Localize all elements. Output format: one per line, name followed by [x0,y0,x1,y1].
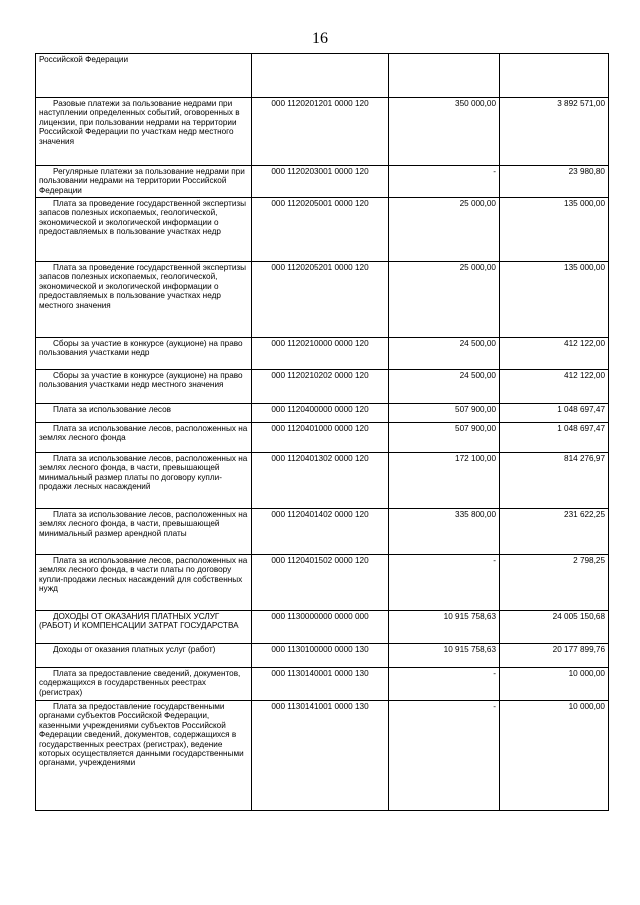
revenue-name: Плата за использование лесов, расположенных на землях лесного фонда, в части платы по договору купли-продажи лесных насаждений для собственных нужд [39,556,248,594]
revenue-name: Плата за проведение государственной экспертизы запасов полезных ископаемых, геологической, экономической и экологической информации о предоставляемых в пользование участках недр [39,199,247,237]
planned-amount-cell: - [389,668,500,701]
budget-code-cell: 000 1120401402 0000 120 [252,509,389,555]
executed-amount-cell: 814 276,97 [500,453,609,509]
planned-amount-cell: 25 000,00 [389,262,500,338]
planned-amount-cell: 507 900,00 [389,423,500,453]
planned-amount-cell: 25 000,00 [389,198,500,262]
table-row [36,701,609,811]
revenue-name: Плата за проведение государственной экспертизы запасов полезных ископаемых, геологической, экономической и экологической информации о предоставляемых в пользование участках недр местного значения [39,263,247,310]
planned-amount-cell: 10 915 758,63 [389,644,500,668]
revenue-name: Сборы за участие в конкурсе (аукционе) на право пользования участками недр [39,339,243,358]
budget-code-cell: 000 1120205001 0000 120 [252,198,389,262]
budget-code-cell: 000 1120401302 0000 120 [252,453,389,509]
planned-amount-cell: - [389,555,500,611]
executed-amount-cell: 10 000,00 [500,668,609,701]
revenue-name: Плата за предоставление сведений, документов, содержащихся в государственных реестрах (регистрах) [39,669,241,697]
planned-amount-cell: 24 500,00 [389,370,500,404]
budget-code-cell: 000 1120401000 0000 120 [252,423,389,453]
budget-code-cell: 000 1120203001 0000 120 [252,166,389,198]
revenue-name-cell [36,98,252,166]
page-number: 16 [312,30,328,47]
revenue-name-cell [36,54,252,98]
revenue-name-cell [36,509,252,555]
planned-amount-cell: 10 915 758,63 [389,611,500,644]
planned-amount-cell [389,54,500,98]
revenue-name: Плата за использование лесов, расположенных на землях лесного фонда, в части, превышающей минимальный размер арендной платы [39,510,248,538]
executed-amount-cell: 231 622,25 [500,509,609,555]
revenue-name-cell [36,198,252,262]
table-row [36,98,609,166]
budget-code-cell: 000 1120210000 0000 120 [252,338,389,370]
executed-amount-cell: 412 122,00 [500,338,609,370]
budget-code-cell: 000 1130100000 0000 130 [252,644,389,668]
executed-amount-cell: 10 000,00 [500,701,609,811]
budget-code-cell: 000 1120201201 0000 120 [252,98,389,166]
executed-amount-cell: 1 048 697,47 [500,423,609,453]
revenue-name-cell [36,370,252,404]
planned-amount-cell: 335 800,00 [389,509,500,555]
budget-code-cell [252,54,389,98]
budget-code-cell: 000 1120210202 0000 120 [252,370,389,404]
revenue-name-cell [36,611,252,644]
revenue-name-cell [36,338,252,370]
revenue-name: Сборы за участие в конкурсе (аукционе) на право пользования участками недр местного значения [39,371,243,390]
revenue-name: Доходы от оказания платных услуг (работ) [53,645,216,654]
table-row [36,555,609,611]
table-row [36,338,609,370]
revenue-name-cell [36,166,252,198]
executed-amount-cell: 1 048 697,47 [500,404,609,423]
planned-amount-cell: - [389,701,500,811]
revenue-name-cell [36,668,252,701]
budget-code-cell: 000 1130140001 0000 130 [252,668,389,701]
executed-amount-cell [500,54,609,98]
revenue-table [35,53,609,811]
table-row [36,453,609,509]
budget-code-cell: 000 1130000000 0000 000 [252,611,389,644]
table-row [36,668,609,701]
table-row [36,644,609,668]
executed-amount-cell: 3 892 571,00 [500,98,609,166]
planned-amount-cell: 350 000,00 [389,98,500,166]
table-row [36,166,609,198]
revenue-table-body [36,54,609,811]
executed-amount-cell: 2 798,25 [500,555,609,611]
revenue-name-cell [36,262,252,338]
executed-amount-cell: 135 000,00 [500,262,609,338]
budget-code-cell: 000 1120205201 0000 120 [252,262,389,338]
revenue-name: Плата за предоставление государственными органами субъектов Российской Федерации, казенными учреждениями субъектов Российской Федерации сведений, документов, содержащихся в государственных реестрах (регистрах), ведение которых осуществляется данными государственными органами, учреждениями [39,702,244,768]
revenue-name-cell [36,644,252,668]
table-row [36,198,609,262]
revenue-name-cell [36,701,252,811]
table-row [36,404,609,423]
budget-code-cell: 000 1130141001 0000 130 [252,701,389,811]
planned-amount-cell: 24 500,00 [389,338,500,370]
table-row [36,54,609,98]
executed-amount-cell: 23 980,80 [500,166,609,198]
planned-amount-cell: - [389,166,500,198]
executed-amount-cell: 135 000,00 [500,198,609,262]
table-row [36,370,609,404]
revenue-name: Плата за использование лесов, расположенных на землях лесного фонда, в части, превышающей минимальный размер платы по договору купли-продажи лесных насаждений [39,454,248,492]
revenue-name-cell [36,453,252,509]
revenue-name: Российской Федерации [39,55,129,64]
table-row [36,423,609,453]
budget-code-cell: 000 1120401502 0000 120 [252,555,389,611]
planned-amount-cell: 172 100,00 [389,453,500,509]
revenue-name-cell [36,404,252,423]
planned-amount-cell: 507 900,00 [389,404,500,423]
executed-amount-cell: 20 177 899,76 [500,644,609,668]
table-row [36,262,609,338]
table-row [36,611,609,644]
revenue-name: Регулярные платежи за пользование недрами при пользовании недрами на территории Российской Федерации [39,167,245,195]
revenue-name: Плата за использование лесов [53,405,171,414]
table-row [36,509,609,555]
revenue-name: Разовые платежи за пользование недрами при наступлении определенных событий, оговоренных в лицензии, при пользовании недрами на территории Российской Федерации по участкам недр местного значения [39,99,240,146]
revenue-name-cell [36,555,252,611]
executed-amount-cell: 24 005 150,68 [500,611,609,644]
revenue-name-cell [36,423,252,453]
revenue-name: ДОХОДЫ ОТ ОКАЗАНИЯ ПЛАТНЫХ УСЛУГ (РАБОТ) И КОМПЕНСАЦИИ ЗАТРАТ ГОСУДАРСТВА [39,612,239,631]
budget-code-cell: 000 1120400000 0000 120 [252,404,389,423]
executed-amount-cell: 412 122,00 [500,370,609,404]
revenue-name: Плата за использование лесов, расположенных на землях лесного фонда [39,424,248,443]
